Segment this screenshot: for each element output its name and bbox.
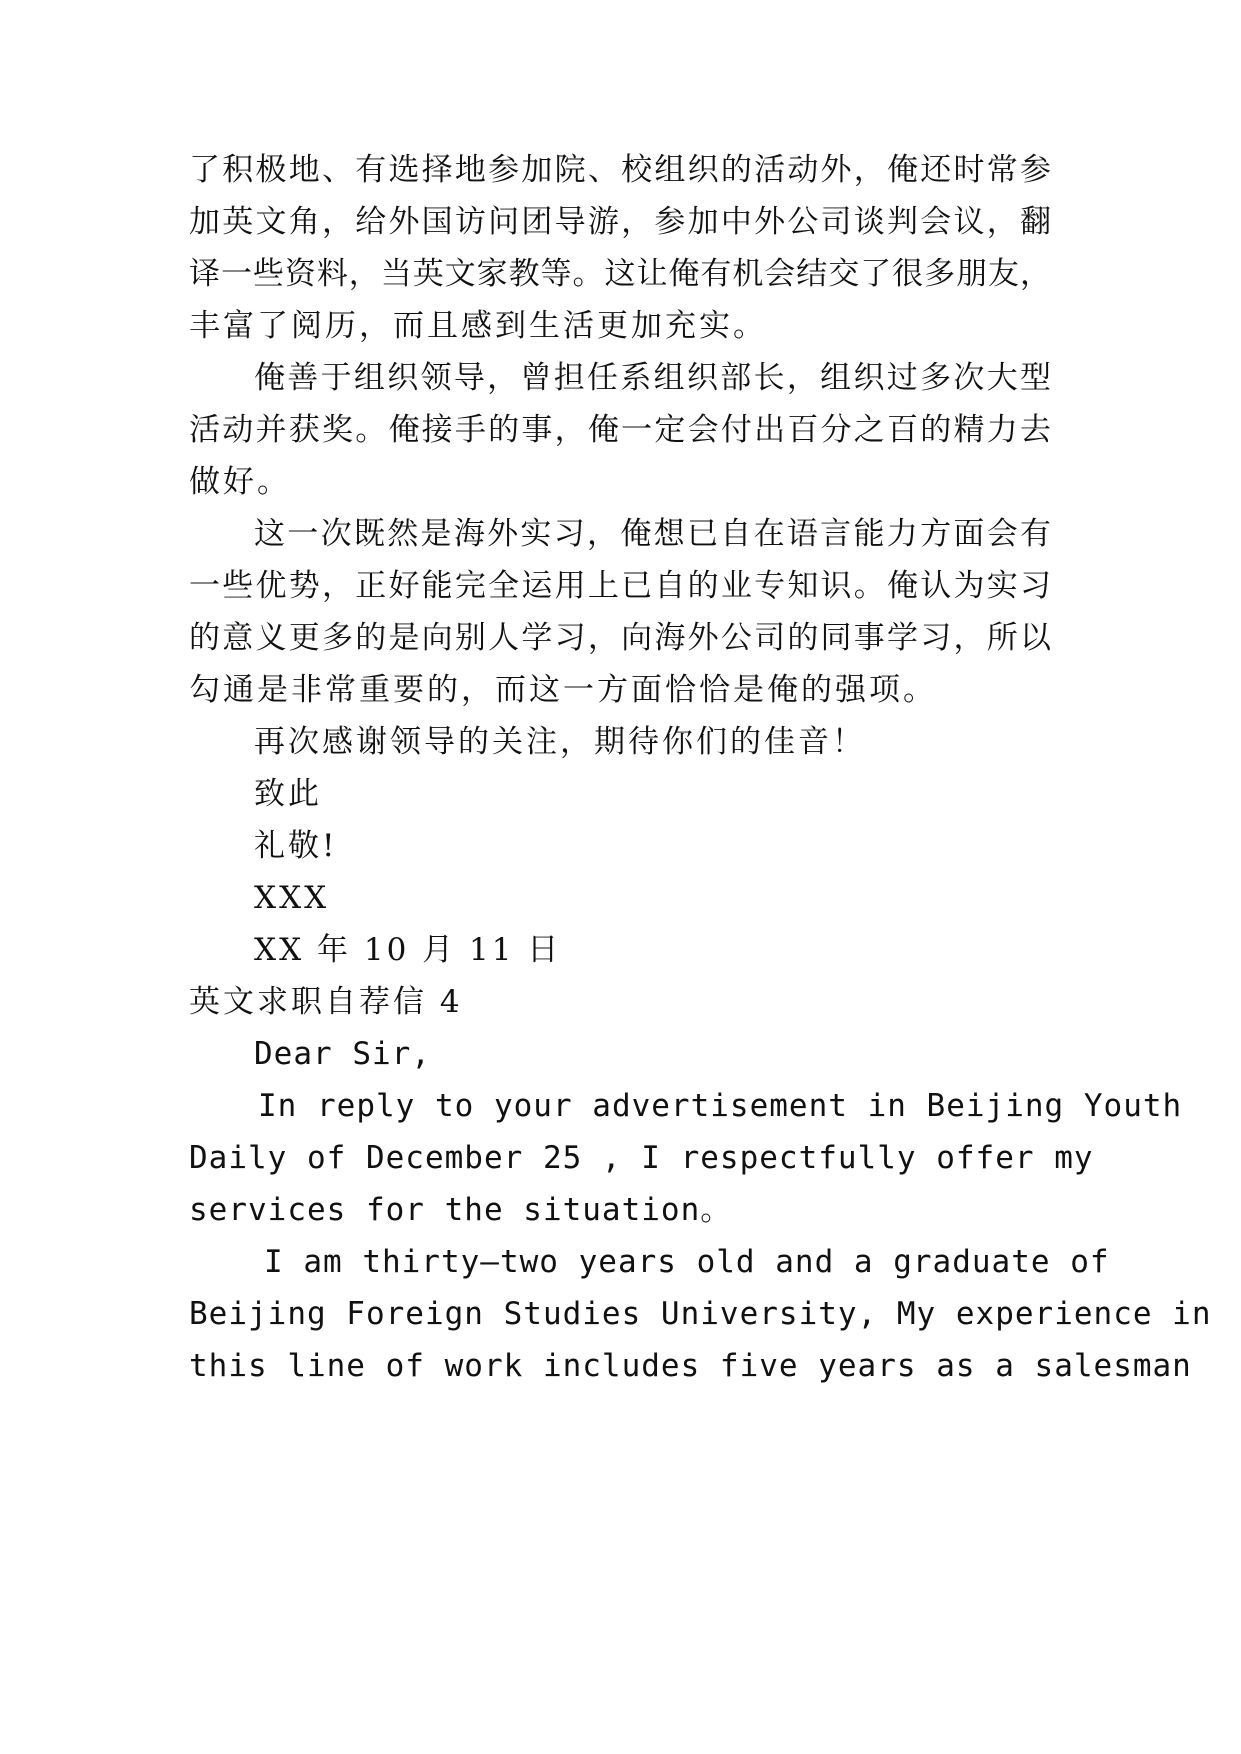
paragraph-line: 了积极地、有选择地参加院、校组织的活动外，俺还时常参 (189, 152, 1051, 188)
salutation-line: 致此 (254, 776, 322, 812)
greeting-line: Dear Sir, (254, 1036, 431, 1072)
paragraph-line: 的意义更多的是向别人学习，向海外公司的同事学习，所以 (189, 620, 1051, 656)
salutation-line: 礼敬! (254, 828, 338, 864)
paragraph-line: 做好。 (189, 464, 291, 500)
paragraph-line: 一些优势，正好能完全运用上已自的业专知识。俺认为实习 (189, 568, 1051, 604)
paragraph-line: Daily of December 25 , I respectfully offer my (189, 1140, 1094, 1176)
paragraph-line: 活动并获奖。俺接手的事，俺一定会付出百分之百的精力去 (189, 412, 1051, 448)
paragraph-line: 丰富了阅历，而且感到生活更加充实。 (189, 308, 767, 344)
section-title: 英文求职自荐信 4 (189, 984, 463, 1020)
signature-name: XXX (254, 880, 330, 916)
paragraph-line: 译一些资料，当英文家教等。这让俺有机会结交了很多朋友， (189, 256, 1051, 292)
paragraph-line: In reply to your advertisement in Beijing Youth (258, 1088, 1183, 1124)
paragraph-line: I am thirty—two years old and a graduate of (264, 1244, 1110, 1280)
paragraph-line: Beijing Foreign Studies University, My experience in (189, 1296, 1212, 1332)
paragraph-line: services for the situation。 (189, 1192, 733, 1228)
paragraph-line: 勾通是非常重要的，而这一方面恰恰是俺的强项。 (189, 672, 937, 708)
paragraph-line: 这一次既然是海外实习，俺想已自在语言能力方面会有 (254, 516, 1051, 552)
paragraph-line: 加英文角，给外国访问团导游，参加中外公司谈判会议，翻 (189, 204, 1051, 240)
signature-date: XX 年 10 月 11 日 (254, 932, 562, 968)
closing-line: 再次感谢领导的关注，期待你们的佳音！ (254, 724, 866, 760)
paragraph-line: 俺善于组织领导，曾担任系组织部长，组织过多次大型 (254, 360, 1051, 396)
paragraph-line: this line of work includes five years as a salesman (189, 1348, 1192, 1384)
